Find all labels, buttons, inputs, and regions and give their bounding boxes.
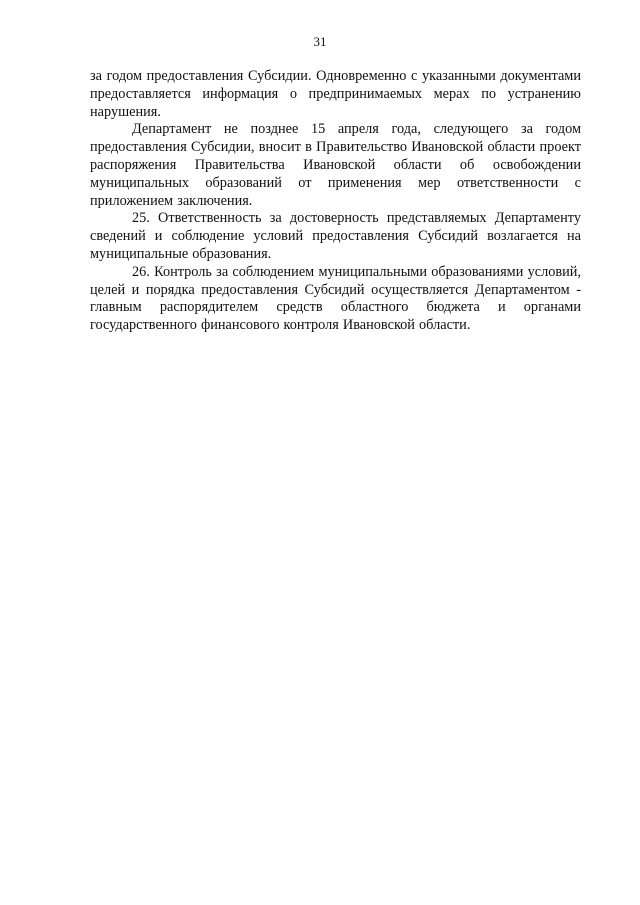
page-number: 31	[313, 34, 327, 49]
document-body	[90, 68, 581, 335]
paragraph-item-25: 25. Ответственность за достоверность представляемых Департаменту сведений и соблюдение условий предоставления Субсидий возлагается на муниципальные образования.	[90, 210, 581, 262]
paragraph-continuation: за годом предоставления Субсидии. Одновременно с указанными документами предоставляется информация о предпринимаемых мерах по устранению нарушения.	[90, 68, 581, 120]
paragraph-department-deadline: Департамент не позднее 15 апреля года, следующего за годом предоставления Субсидии, вносит в Правительство Ивановской области проект распоряжения Правительства Ивановской области об освобождении муниципальных образований от применения мер ответственности с приложением заключения.	[90, 121, 581, 209]
paragraph-item-26: 26. Контроль за соблюдением муниципальными образованиями условий, целей и порядка предоставления Субсидий осуществляется Департаментом - главным распорядителем средств областного бюджета и органами государственного финансового контроля Ивановской области.	[90, 263, 581, 334]
